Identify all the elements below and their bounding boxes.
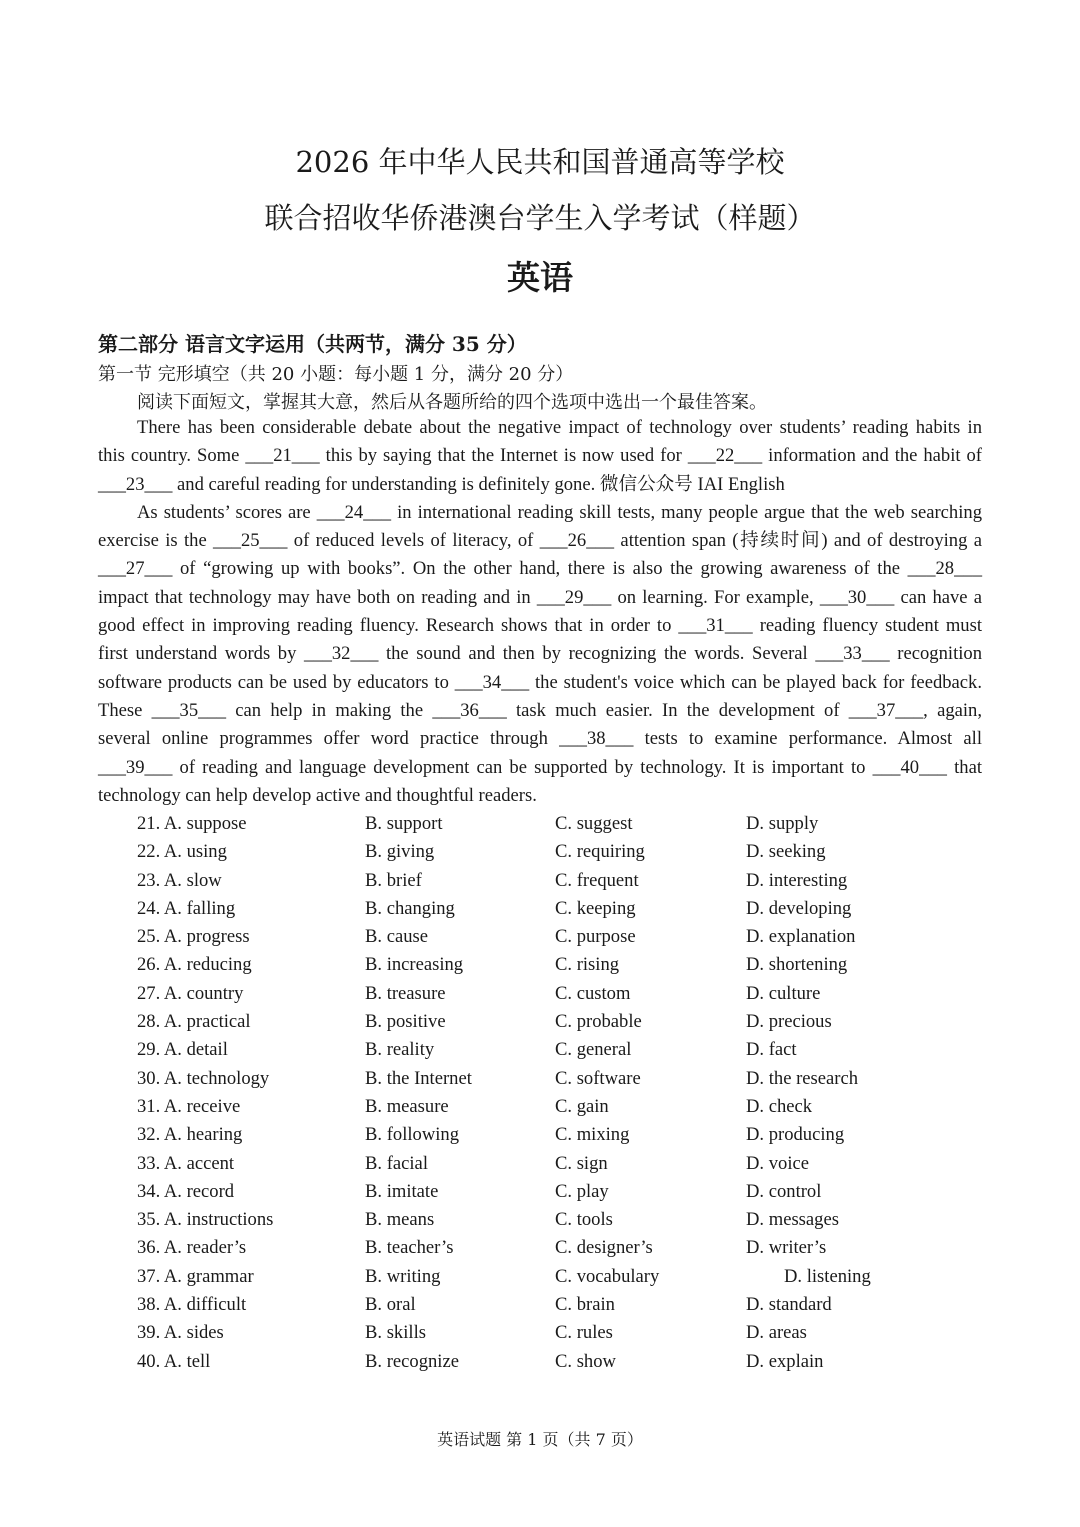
- option-c: C. general: [555, 1039, 632, 1061]
- option-c: C. requiring: [555, 841, 645, 863]
- option-c: C. sign: [555, 1152, 608, 1174]
- passage-line: technology can help develop active and thoughtful readers.: [98, 784, 537, 806]
- option-a: 22. A. using: [137, 841, 227, 863]
- option-c: C. purpose: [555, 926, 636, 948]
- question-row: [0, 1348, 1080, 1376]
- question-row: [0, 1319, 1080, 1347]
- question-row: [0, 980, 1080, 1008]
- question-row: [0, 1065, 1080, 1093]
- option-a: 38. A. difficult: [137, 1294, 247, 1316]
- option-c: C. gain: [555, 1095, 609, 1117]
- question-row: [0, 923, 1080, 951]
- option-a: 29. A. detail: [137, 1039, 228, 1061]
- option-b: B. measure: [365, 1095, 449, 1117]
- question-row: [0, 1036, 1080, 1064]
- option-b: B. cause: [365, 926, 428, 948]
- option-c: C. play: [555, 1180, 609, 1202]
- option-b: B. support: [365, 813, 443, 834]
- option-d: D. precious: [746, 1011, 832, 1033]
- option-d: D. writer’s: [746, 1237, 827, 1259]
- option-b: B. increasing: [365, 954, 464, 976]
- passage-line: first understand words by ___32___ the sound and then by recognizing the words. Several ___33___ recognition: [98, 643, 982, 665]
- question-row: [0, 1121, 1080, 1149]
- option-d: D. explanation: [746, 926, 856, 948]
- option-d: D. areas: [746, 1322, 807, 1344]
- option-b: B. recognize: [365, 1350, 459, 1372]
- option-d: D. fact: [746, 1039, 797, 1061]
- option-c: C. probable: [555, 1011, 642, 1033]
- question-row: [0, 895, 1080, 923]
- passage-line: ___23___ and careful reading for understanding is definitely gone. 微信公众号 IAI English: [98, 473, 785, 495]
- question-row: [0, 1234, 1080, 1262]
- option-c: C. software: [555, 1067, 641, 1089]
- option-d: D. supply: [746, 813, 819, 834]
- passage-line: ___27___ of “growing up with books”. On the other hand, there is also the growing awareness of the ___28___: [98, 558, 982, 580]
- option-a: 25. A. progress: [137, 926, 250, 948]
- passage-line: good effect in improving reading fluency. Research shows that in order to ___31___ reading fluency student must: [98, 615, 982, 637]
- question-row: [0, 1178, 1080, 1206]
- option-b: B. oral: [365, 1294, 416, 1316]
- option-d: D. messages: [746, 1209, 839, 1231]
- option-a: 36. A. reader’s: [137, 1237, 247, 1259]
- question-row: [0, 1150, 1080, 1178]
- exam-title-line2: 联合招收华侨港澳台学生入学考试（样题）: [264, 201, 816, 235]
- answer-options: [0, 810, 1080, 1376]
- passage-line: impact that technology may have both on reading and in ___29___ on learning. For example, ___30___ can have a: [98, 586, 982, 608]
- option-b: B. following: [365, 1124, 460, 1146]
- question-row: [0, 951, 1080, 979]
- section-heading: 第一节 完形填空（共 20 小题：每小题 1 分，满分 20 分）: [98, 364, 574, 385]
- subject-title: 英语: [507, 258, 573, 297]
- question-row: [0, 810, 1080, 838]
- option-a: 39. A. sides: [137, 1322, 224, 1344]
- option-c: C. frequent: [555, 869, 639, 891]
- option-c: C. rules: [555, 1322, 613, 1344]
- passage-line: ___39___ of reading and language development can be supported by technology. It is important to ___40___ that: [98, 756, 982, 778]
- option-d: D. explain: [746, 1350, 824, 1372]
- option-b: B. facial: [365, 1152, 428, 1174]
- option-a: 27. A. country: [137, 982, 244, 1004]
- page-footer: 英语试题 第 1 页（共 7 页）: [437, 1430, 643, 1449]
- passage-line: As students’ scores are ___24___ in international reading skill tests, many people argue that the web searching: [137, 501, 982, 523]
- option-a: 26. A. reducing: [137, 954, 252, 976]
- option-d: D. standard: [746, 1294, 832, 1316]
- option-d: D. the research: [746, 1067, 859, 1089]
- option-b: B. treasure: [365, 982, 446, 1004]
- option-c: C. show: [555, 1350, 616, 1372]
- option-d: D. culture: [746, 982, 821, 1004]
- passage-line: There has been considerable debate about the negative impact of technology over students’ reading habits in: [137, 417, 982, 438]
- option-d: D. producing: [746, 1124, 845, 1146]
- passage-paragraph-1: [98, 414, 982, 499]
- option-a: 35. A. instructions: [137, 1209, 274, 1231]
- passage-line: this country. Some ___21___ this by saying that the Internet is now used for ___22___ information and the habit of: [98, 445, 982, 467]
- exam-title-line1: 2026 年中华人民共和国普通高等学校: [295, 145, 785, 179]
- question-row: [0, 1206, 1080, 1234]
- question-row: [0, 1291, 1080, 1319]
- question-row: [0, 867, 1080, 895]
- option-b: B. means: [365, 1209, 435, 1231]
- option-b: B. skills: [365, 1322, 426, 1344]
- option-d: D. listening: [784, 1265, 871, 1287]
- option-b: B. imitate: [365, 1180, 439, 1202]
- option-d: D. shortening: [746, 954, 848, 976]
- passage-line: These ___35___ can help in making the ___36___ task much easier. In the development of ___37___, again,: [98, 699, 982, 721]
- option-d: D. control: [746, 1180, 822, 1202]
- option-b: B. teacher’s: [365, 1237, 454, 1259]
- option-a: 28. A. practical: [137, 1011, 251, 1033]
- option-c: C. vocabulary: [555, 1265, 660, 1287]
- question-row: [0, 1008, 1080, 1036]
- option-c: C. rising: [555, 954, 620, 976]
- option-a: 32. A. hearing: [137, 1124, 243, 1146]
- option-a: 34. A. record: [137, 1180, 235, 1202]
- option-a: 37. A. grammar: [137, 1265, 254, 1287]
- option-a: 23. A. slow: [137, 869, 222, 891]
- passage-line: several online programmes offer word practice through ___38___ tests to examine performance. Almost all: [98, 728, 982, 750]
- option-b: B. positive: [365, 1011, 446, 1033]
- option-b: B. reality: [365, 1039, 435, 1061]
- option-c: C. mixing: [555, 1124, 630, 1146]
- option-b: B. brief: [365, 869, 422, 891]
- option-b: B. changing: [365, 897, 455, 919]
- option-c: C. tools: [555, 1209, 613, 1231]
- option-c: C. designer’s: [555, 1237, 653, 1259]
- option-a: 33. A. accent: [137, 1152, 235, 1174]
- question-row: [0, 838, 1080, 866]
- question-row: [0, 1263, 1080, 1291]
- option-a: 21. A. suppose: [137, 813, 247, 834]
- option-d: D. voice: [746, 1152, 809, 1174]
- option-a: 24. A. falling: [137, 897, 236, 919]
- option-b: B. giving: [365, 841, 435, 863]
- option-b: B. the Internet: [365, 1067, 472, 1089]
- cloze-passage: [98, 414, 982, 810]
- passage-line: software products can be used by educators to ___34___ the student's voice which can be played back for feedback.: [98, 671, 982, 693]
- option-b: B. writing: [365, 1265, 441, 1287]
- option-a: 31. A. receive: [137, 1095, 241, 1117]
- option-d: D. developing: [746, 897, 852, 919]
- question-row: [0, 1093, 1080, 1121]
- option-a: 30. A. technology: [137, 1067, 270, 1089]
- option-c: C. brain: [555, 1294, 615, 1316]
- passage-line: exercise is the ___25___ of reduced levels of literacy, of ___26___ attention span (持续时间) and of destroying a: [98, 530, 982, 552]
- option-d: D. seeking: [746, 841, 826, 863]
- option-c: C. custom: [555, 982, 631, 1004]
- option-d: D. check: [746, 1095, 813, 1117]
- option-a: 40. A. tell: [137, 1350, 211, 1372]
- passage-paragraph-2: [98, 499, 982, 810]
- option-d: D. interesting: [746, 869, 848, 891]
- part-heading: 第二部分 语言文字运用（共两节，满分 35 分）: [98, 332, 527, 356]
- option-c: C. suggest: [555, 813, 633, 834]
- instruction-text: 阅读下面短文，掌握其大意，然后从各题所给的四个选项中选出一个最佳答案。: [137, 392, 767, 413]
- option-c: C. keeping: [555, 897, 636, 919]
